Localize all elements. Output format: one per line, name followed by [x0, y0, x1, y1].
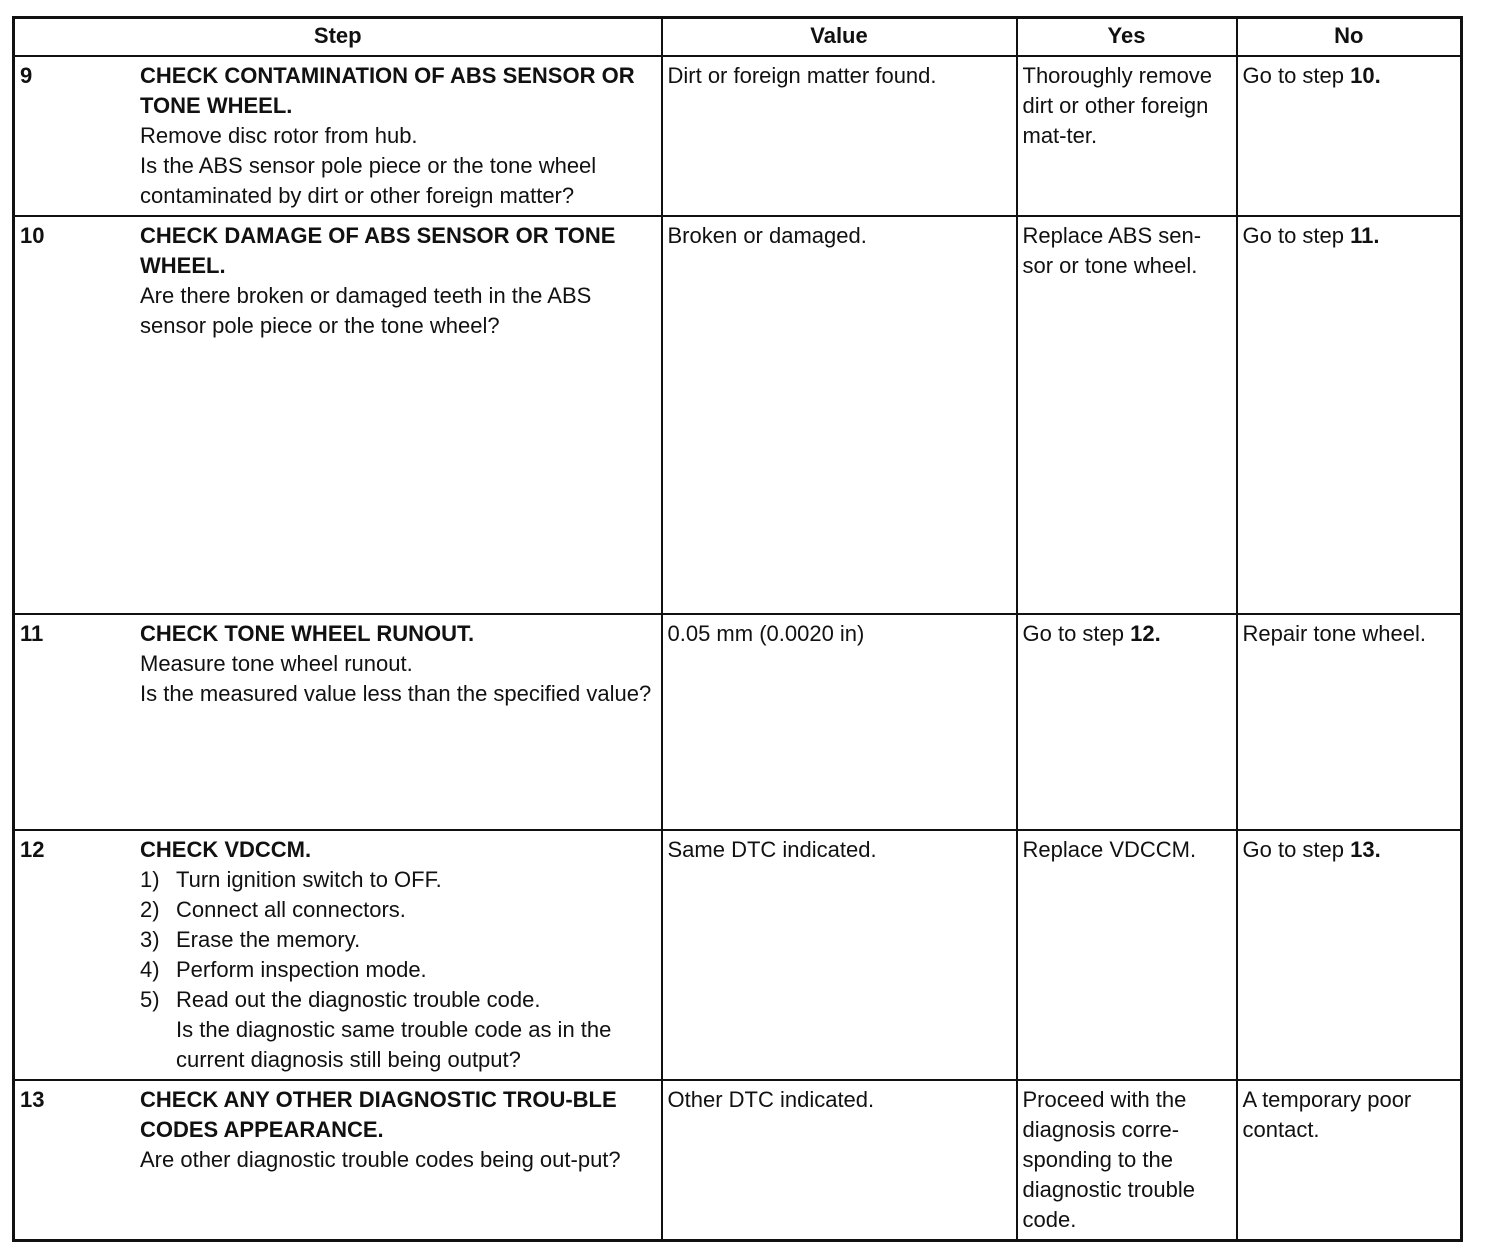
step-question: Is the diagnostic same trouble code as in the current diagnosis still being output? [176, 1017, 612, 1072]
no-cell [1237, 216, 1462, 614]
step-number: 11 [20, 621, 44, 646]
yes-text: Go to step [1022, 621, 1131, 646]
step-cell [14, 830, 662, 1080]
diagnostic-table [12, 16, 1463, 1242]
substep-item [140, 865, 656, 895]
step-line: Remove disc rotor from hub. [140, 123, 418, 148]
step-number: 13 [20, 1087, 45, 1112]
substep-number: 5) [140, 987, 160, 1012]
value-cell: Dirt or foreign matter found. [662, 56, 1017, 216]
step-title: CHECK ANY OTHER DIAGNOSTIC TROU-BLE CODES APPEARANCE. [140, 1087, 617, 1142]
header-yes: Yes [1017, 18, 1237, 57]
substep-item [140, 985, 656, 1015]
step-number: 12 [20, 837, 45, 862]
step-line: Is the ABS sensor pole piece or the tone wheel contaminated by dirt or other foreign matter? [140, 153, 597, 208]
header-step: Step [14, 18, 662, 57]
step-body [140, 61, 656, 211]
step-title: CHECK CONTAMINATION OF ABS SENSOR OR TONE WHEEL. [140, 63, 635, 118]
table-header-row [14, 18, 1462, 57]
step-cell [14, 216, 662, 614]
no-cell [1237, 830, 1462, 1080]
step-line: Are other diagnostic trouble codes being out-put? [140, 1147, 621, 1172]
substep-list [140, 865, 656, 1015]
substep-text: Read out the diagnostic trouble code. [176, 987, 541, 1012]
step-title: CHECK TONE WHEEL RUNOUT. [140, 621, 475, 646]
substep-item [140, 925, 656, 955]
no-text: Go to step [1242, 837, 1351, 862]
value-cell: 0.05 mm (0.0020 in) [662, 614, 1017, 830]
value-cell: Broken or damaged. [662, 216, 1017, 614]
next-step-ref: 12. [1130, 621, 1161, 646]
step-title: CHECK DAMAGE OF ABS SENSOR OR TONE WHEEL. [140, 223, 616, 278]
table-row [14, 216, 1462, 614]
value-cell: Other DTC indicated. [662, 1080, 1017, 1241]
header-value: Value [662, 18, 1017, 57]
substep-text: Turn ignition switch to OFF. [176, 867, 442, 892]
step-cell [14, 1080, 662, 1241]
substep-number: 3) [140, 927, 160, 952]
yes-cell: Proceed with the diagnosis corre-sponding to the diagnostic trouble code. [1017, 1080, 1237, 1241]
substep-number: 4) [140, 957, 160, 982]
step-title: CHECK VDCCM. [140, 837, 312, 862]
next-step-ref: 13. [1350, 837, 1381, 862]
substep-number: 2) [140, 897, 160, 922]
substep-number: 1) [140, 867, 160, 892]
step-body [140, 1085, 656, 1175]
yes-cell: Replace ABS sen-sor or tone wheel. [1017, 216, 1237, 614]
table-row [14, 1080, 1462, 1241]
step-line: Are there broken or damaged teeth in the ABS sensor pole piece or the tone wheel? [140, 283, 592, 338]
no-cell: Repair tone wheel. [1237, 614, 1462, 830]
no-cell: A temporary poor contact. [1237, 1080, 1462, 1241]
substep-item [140, 895, 656, 925]
next-step-ref: 10. [1350, 63, 1381, 88]
no-text: Go to step [1242, 63, 1351, 88]
step-line: Is the measured value less than the specified value? [140, 681, 652, 706]
step-cell [14, 614, 662, 830]
value-cell: Same DTC indicated. [662, 830, 1017, 1080]
step-body [140, 835, 656, 1075]
substep-text: Connect all connectors. [176, 897, 406, 922]
yes-cell [1017, 614, 1237, 830]
no-cell [1237, 56, 1462, 216]
next-step-ref: 11. [1350, 223, 1380, 248]
table-row [14, 830, 1462, 1080]
header-no: No [1237, 18, 1462, 57]
yes-cell: Replace VDCCM. [1017, 830, 1237, 1080]
step-body [140, 619, 656, 709]
step-body [140, 221, 656, 341]
table-row [14, 614, 1462, 830]
no-text: Go to step [1242, 223, 1351, 248]
step-number: 10 [20, 223, 45, 248]
substep-text: Perform inspection mode. [176, 957, 427, 982]
step-cell [14, 56, 662, 216]
substep-item [140, 955, 656, 985]
table-row [14, 56, 1462, 216]
step-line: Measure tone wheel runout. [140, 651, 413, 676]
substep-text: Erase the memory. [176, 927, 361, 952]
step-number: 9 [20, 63, 33, 88]
yes-cell: Thoroughly remove dirt or other foreign mat-ter. [1017, 56, 1237, 216]
